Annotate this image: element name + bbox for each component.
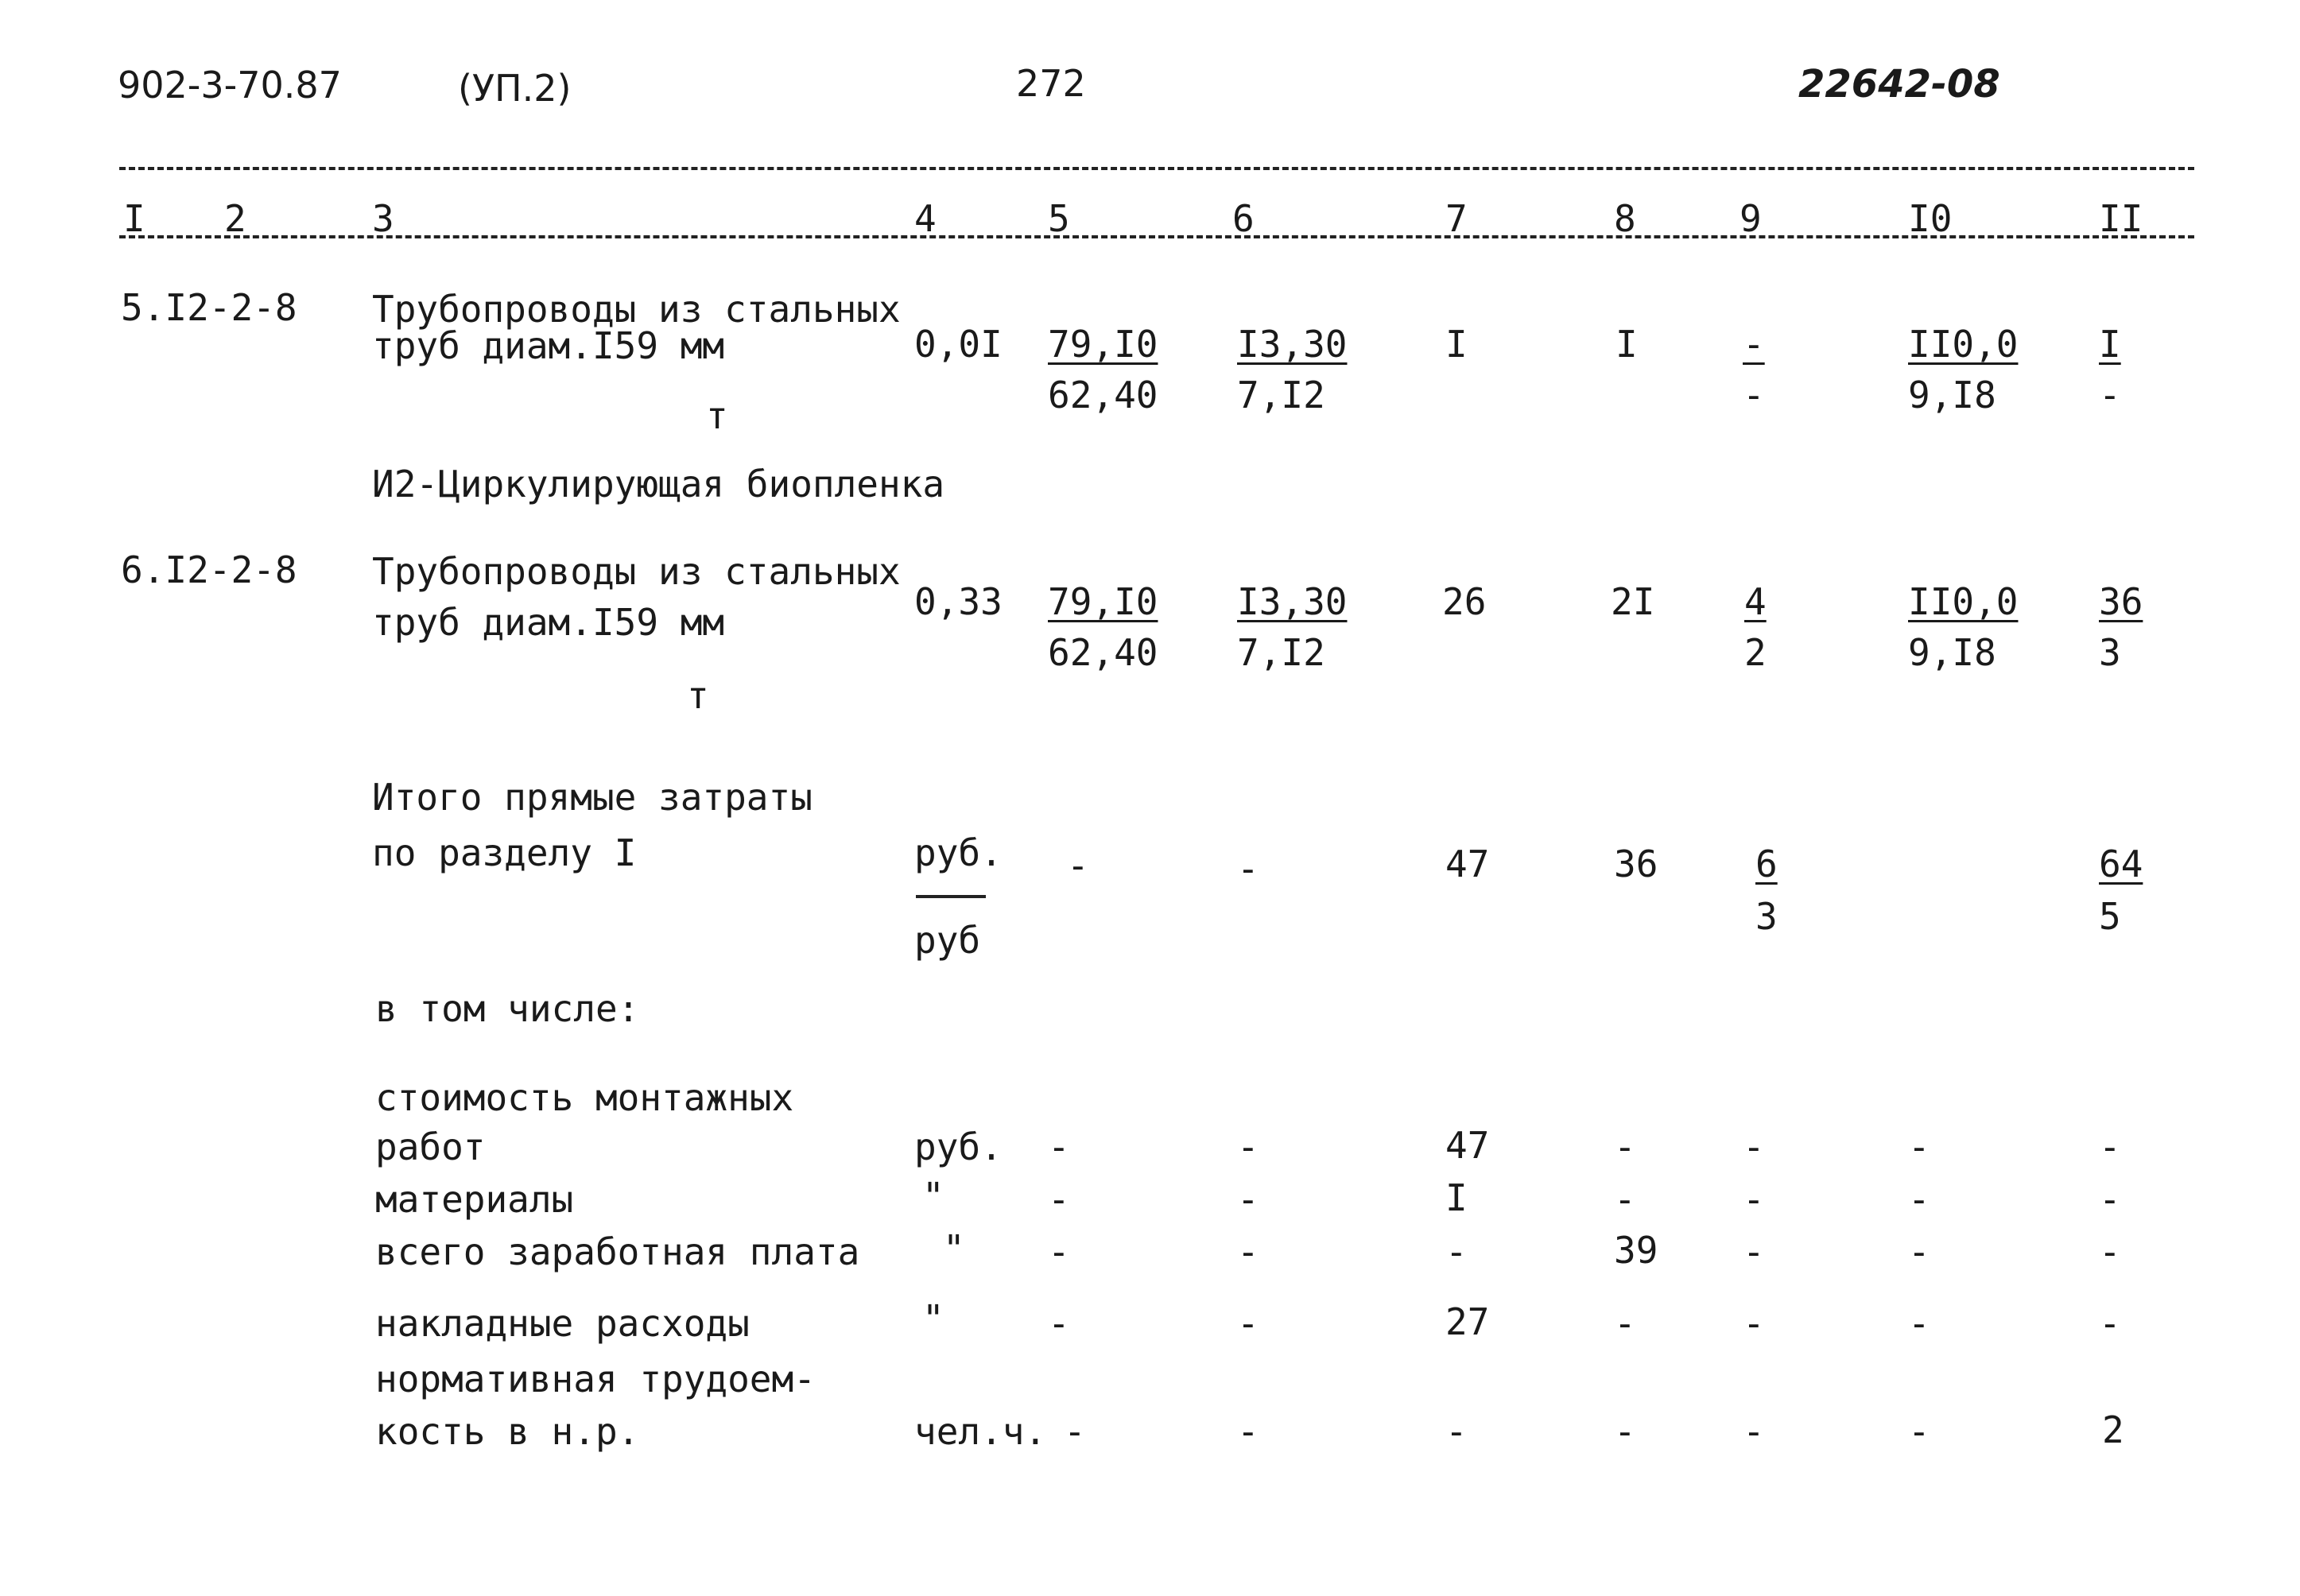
breakdown-col9: -: [1743, 1410, 1765, 1453]
breakdown-label: материалы: [375, 1178, 574, 1221]
col-header-4: 4: [914, 197, 937, 240]
col-header-10: I0: [1908, 197, 1953, 240]
total-label-line1: Итого прямые затраты: [372, 776, 813, 819]
row6-quantity: 0,33: [914, 580, 1003, 623]
row5-col9-top: -: [1743, 323, 1765, 366]
row5-code: 5.I2-2-8: [121, 286, 297, 329]
breakdown-label-line1: нормативная трудоем-: [375, 1358, 816, 1400]
row6-col5-top: 79,I0: [1048, 580, 1158, 623]
row6-col7: 26: [1442, 580, 1487, 623]
row5-col5-bottom: 62,40: [1048, 374, 1158, 416]
album-label: (УП.2): [458, 67, 572, 110]
breakdown-col5: -: [1048, 1302, 1070, 1345]
row5-col8: I: [1615, 323, 1638, 366]
total-col5: -: [1067, 844, 1089, 887]
breakdown-col10: -: [1908, 1230, 1930, 1273]
row6-col8: 2I: [1611, 580, 1655, 623]
breakdown-col10: -: [1908, 1302, 1930, 1345]
row5-quantity: 0,0I: [914, 323, 1003, 366]
breakdown-col10: -: [1908, 1125, 1930, 1168]
header-bottom-rule: [119, 235, 2194, 238]
total-col6: -: [1237, 847, 1259, 890]
total-col7: 47: [1445, 843, 1490, 885]
breakdown-col8: -: [1614, 1125, 1636, 1168]
row6-code: 6.I2-2-8: [121, 548, 297, 591]
breakdown-unit: ": [943, 1227, 965, 1270]
breakdown-col5: -: [1048, 1178, 1070, 1221]
col-header-3: 3: [372, 197, 394, 240]
breakdown-col9: -: [1743, 1178, 1765, 1221]
breakdown-unit: чел.ч.: [914, 1410, 1047, 1453]
breakdown-col8: -: [1614, 1410, 1636, 1453]
page-number: 272: [1016, 62, 1086, 105]
breakdown-col6: -: [1237, 1230, 1259, 1273]
col-header-1: I: [123, 197, 145, 240]
breakdown-unit: ": [922, 1297, 944, 1340]
row6-unit: т: [687, 674, 709, 717]
breakdown-col5: -: [1064, 1410, 1086, 1453]
row6-col11-bottom: 3: [2099, 631, 2121, 674]
breakdown-col11: -: [2099, 1178, 2121, 1221]
row6-name-line2: труб диам.I59 мм: [372, 601, 725, 644]
breakdown-col10: -: [1908, 1410, 1930, 1453]
row5-col9-bottom: -: [1743, 374, 1765, 416]
row6-col6-top: I3,30: [1237, 580, 1348, 623]
row6-col6-bottom: 7,I2: [1237, 631, 1325, 674]
col-header-2: 2: [224, 197, 246, 240]
breakdown-col7: 27: [1445, 1300, 1490, 1343]
total-col9-top: 6: [1755, 843, 1778, 885]
total-label-line2: по разделу I: [372, 831, 637, 874]
row6-col9-top: 4: [1744, 580, 1767, 623]
breakdown-col11: 2: [2102, 1408, 2124, 1451]
breakdown-col9: -: [1743, 1230, 1765, 1273]
row6-col5-bottom: 62,40: [1048, 631, 1158, 674]
archive-stamp: 22642-08: [1798, 62, 2000, 107]
row5-col10-top: II0,0: [1908, 323, 2019, 366]
breakdown-col7: -: [1445, 1410, 1468, 1453]
breakdown-label: накладные расходы: [375, 1302, 750, 1345]
row6-name-line1: Трубопроводы из стальных: [372, 550, 901, 593]
breakdown-col8: -: [1614, 1178, 1636, 1221]
row5-col6-top: I3,30: [1237, 323, 1348, 366]
col-header-6: 6: [1232, 197, 1255, 240]
total-col11-bottom: 5: [2099, 895, 2121, 938]
breakdown-label: работ: [375, 1125, 486, 1168]
total-col11-top: 64: [2099, 843, 2143, 885]
section-title: И2-Циркулирующая биопленка: [372, 463, 945, 506]
row5-name-line2: труб диам.I59 мм: [372, 324, 725, 367]
breakdown-col6: -: [1237, 1178, 1259, 1221]
total-col9-bottom: 3: [1755, 895, 1778, 938]
breakdown-col7: 47: [1445, 1124, 1490, 1167]
breakdown-col8: 39: [1614, 1229, 1658, 1272]
breakdown-col5: -: [1048, 1230, 1070, 1273]
total-col8: 36: [1614, 843, 1658, 885]
col-header-7: 7: [1445, 197, 1468, 240]
col-header-11: II: [2099, 197, 2143, 240]
row6-col10-top: II0,0: [1908, 580, 2019, 623]
total-unit-fraction-bar: [916, 895, 986, 898]
breakdown-label-line1: стоимость монтажных: [375, 1076, 794, 1119]
breakdown-col9: -: [1743, 1125, 1765, 1168]
breakdown-col8: -: [1614, 1302, 1636, 1345]
breakdown-col7: -: [1445, 1230, 1468, 1273]
total-unit-bottom: руб: [914, 919, 981, 962]
breakdown-col6: -: [1237, 1302, 1259, 1345]
total-unit-top: руб.: [914, 831, 1003, 874]
breakdown-col9: -: [1743, 1302, 1765, 1345]
breakdown-label: кость в н.р.: [375, 1410, 640, 1453]
breakdown-unit: руб.: [914, 1125, 1003, 1168]
header-top-rule: [119, 167, 2194, 170]
breakdown-col11: -: [2099, 1302, 2121, 1345]
including-label: в том числе:: [375, 987, 640, 1030]
col-header-5: 5: [1048, 197, 1070, 240]
breakdown-unit: ": [922, 1175, 944, 1218]
row6-col9-bottom: 2: [1744, 631, 1767, 674]
breakdown-col6: -: [1237, 1410, 1259, 1453]
breakdown-col10: -: [1908, 1178, 1930, 1221]
row6-col10-bottom: 9,I8: [1908, 631, 1996, 674]
row5-unit: т: [706, 394, 728, 437]
breakdown-col7: I: [1445, 1176, 1468, 1219]
row5-col10-bottom: 9,I8: [1908, 374, 1996, 416]
breakdown-col11: -: [2099, 1230, 2121, 1273]
col-header-9: 9: [1740, 197, 1762, 240]
breakdown-col5: -: [1048, 1125, 1070, 1168]
row5-col11-top: I: [2099, 323, 2121, 366]
document-code: 902-3-70.87: [118, 64, 342, 107]
row6-col11-top: 36: [2099, 580, 2143, 623]
row5-col11-bottom: -: [2099, 374, 2121, 416]
col-header-8: 8: [1614, 197, 1636, 240]
breakdown-col11: -: [2099, 1125, 2121, 1168]
breakdown-label: всего заработная плата: [375, 1230, 860, 1273]
row5-col7: I: [1445, 323, 1468, 366]
row5-name-line1: Трубопроводы из стальных: [372, 288, 901, 331]
row5-col6-bottom: 7,I2: [1237, 374, 1325, 416]
row5-col5-top: 79,I0: [1048, 323, 1158, 366]
breakdown-col6: -: [1237, 1125, 1259, 1168]
